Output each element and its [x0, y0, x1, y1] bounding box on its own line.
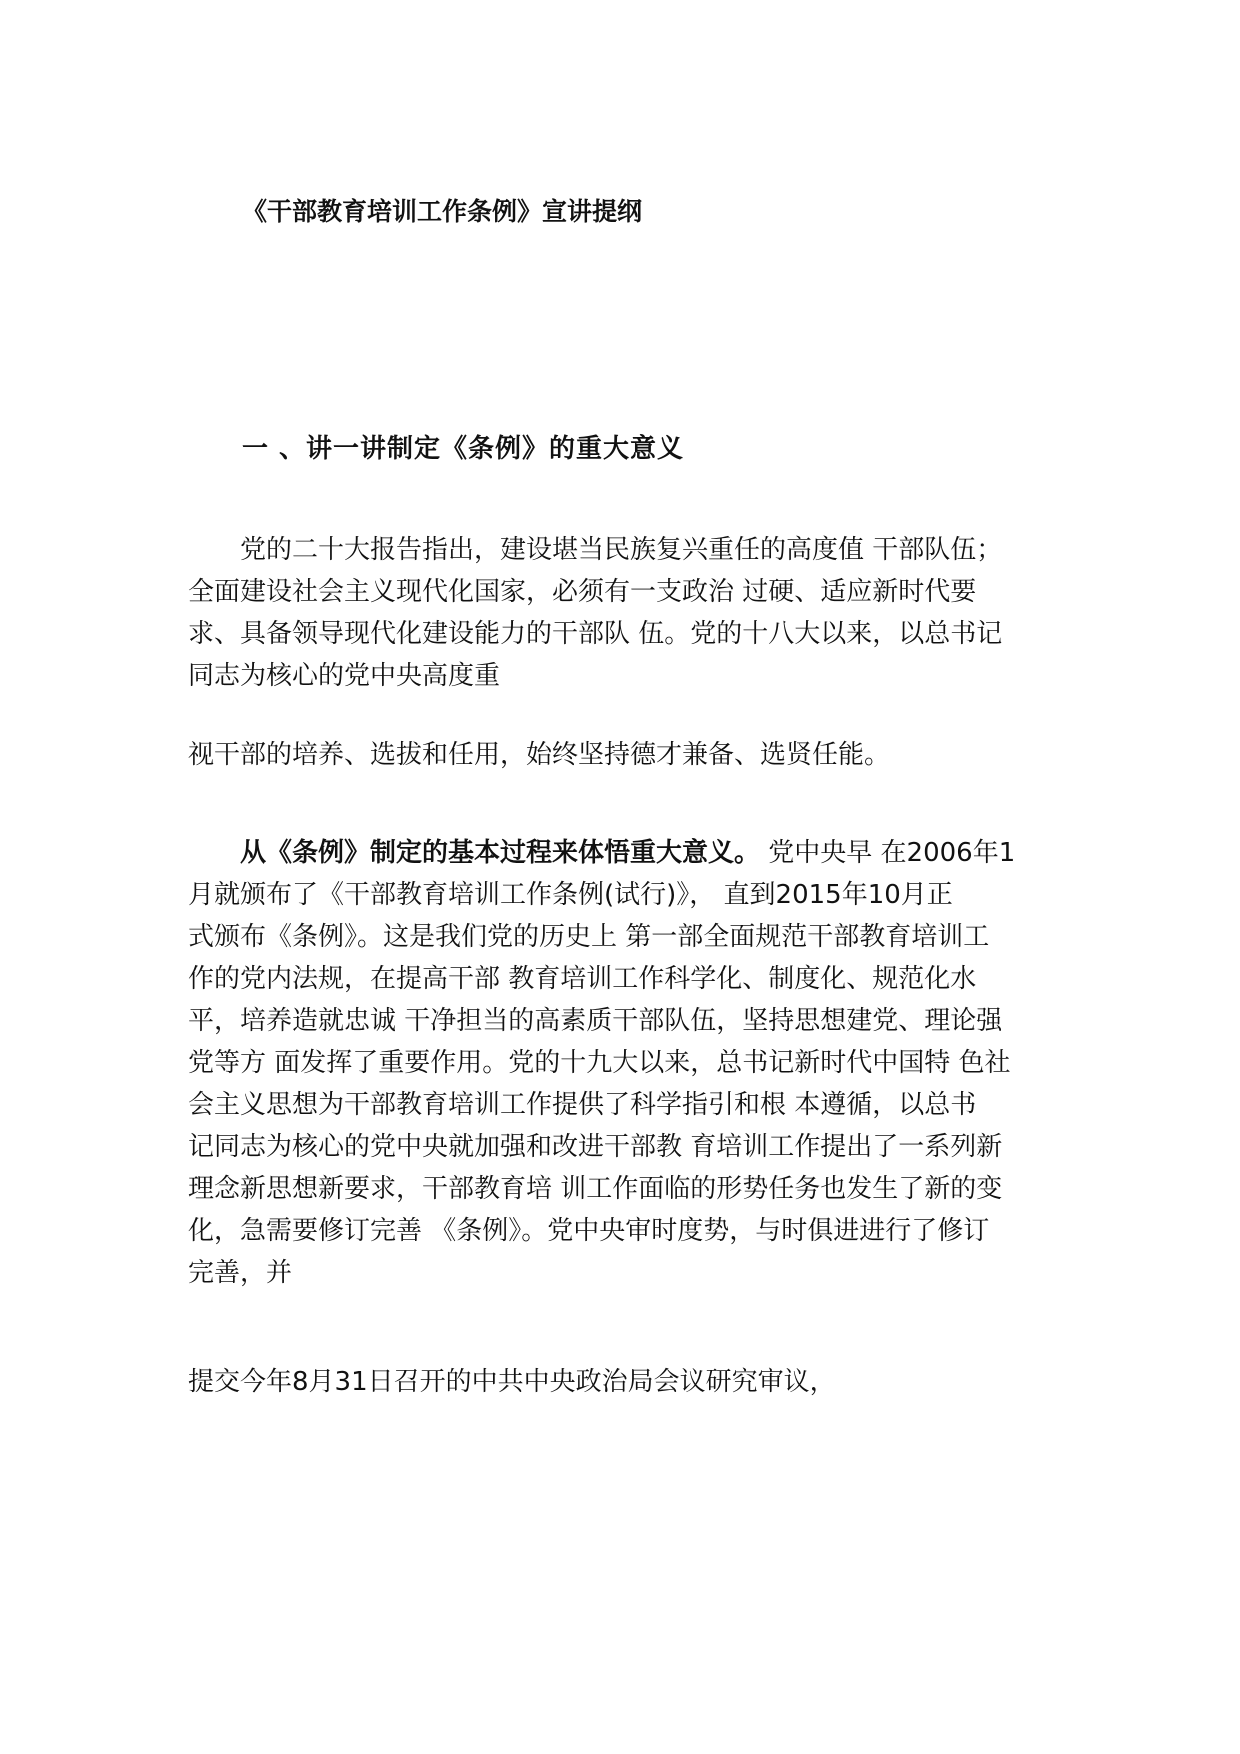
paragraph-1-line-3: 求、具备领导现代化建设能力的干部队 伍。党的十八大以来，以总书记 [188, 619, 1003, 649]
paragraph-3-line-9: 理念新思想新要求，干部教育培 训工作面临的形势任务也发生了新的变 [188, 1174, 1003, 1204]
paragraph-2 [188, 734, 1058, 776]
paragraph-3-line-2: 月就颁布了《干部教育培训工作条例(试行)》， 直到2015年10月正 [188, 880, 953, 910]
paragraph-1 [188, 529, 1058, 697]
paragraph-2-line-1: 视干部的培养、选拔和任用，始终坚持德才兼备、选贤任能。 [188, 740, 891, 770]
section-heading-1: 一 、讲一讲制定《条例》的重大意义 [242, 434, 685, 464]
paragraph-1-line-4: 同志为核心的党中央高度重 [188, 661, 501, 691]
paragraph-3-line-10: 化，急需要修订完善 《条例》。党中央审时度势，与时俱进进行了修订 [188, 1216, 990, 1246]
paragraph-3-line-6: 党等方 面发挥了重要作用。党的十九大以来，总书记新时代中国特 色社 [188, 1048, 1011, 1078]
paragraph-3 [188, 832, 1058, 1294]
paragraph-3-line-7: 会主义思想为干部教育培训工作提供了科学指引和根 本遵循，以总书 [188, 1090, 977, 1120]
paragraph-3-line-8: 记同志为核心的党中央就加强和改进干部教 育培训工作提出了一系列新 [188, 1132, 1003, 1162]
paragraph-3-line-11: 完善，并 [188, 1258, 293, 1288]
paragraph-3-line-4: 作的党内法规，在提高干部 教育培训工作科学化、制度化、规范化水 [188, 964, 977, 994]
paragraph-1-line-2: 全面建设社会主义现代化国家，必须有一支政治 过硬、适应新时代要 [188, 577, 977, 607]
paragraph-4-line-1: 提交今年8月31日召开的中共中央政治局会议研究审议， [188, 1367, 836, 1397]
paragraph-3-line-5: 平，培养造就忠诚 干净担当的高素质干部队伍，坚持思想建党、理论强 [188, 1006, 1003, 1036]
paragraph-3-line-3: 式颁布《条例》。这是我们党的历史上 第一部全面规范干部教育培训工 [188, 922, 990, 952]
paragraph-1-line-1: 党的二十大报告指出，建设堪当民族复兴重任的高度值 干部队伍； [240, 535, 1003, 565]
paragraph-3-line-1-rest: 党中央早 在2006年1 [760, 838, 1016, 868]
paragraph-3-line-1 [188, 832, 1058, 874]
paragraph-3-lead: 从《条例》制定的基本过程来体悟重大意义。 [240, 838, 761, 868]
document-title: 《干部教育培训工作条例》宣讲提纲 [242, 197, 643, 226]
paragraph-4 [188, 1361, 1058, 1403]
